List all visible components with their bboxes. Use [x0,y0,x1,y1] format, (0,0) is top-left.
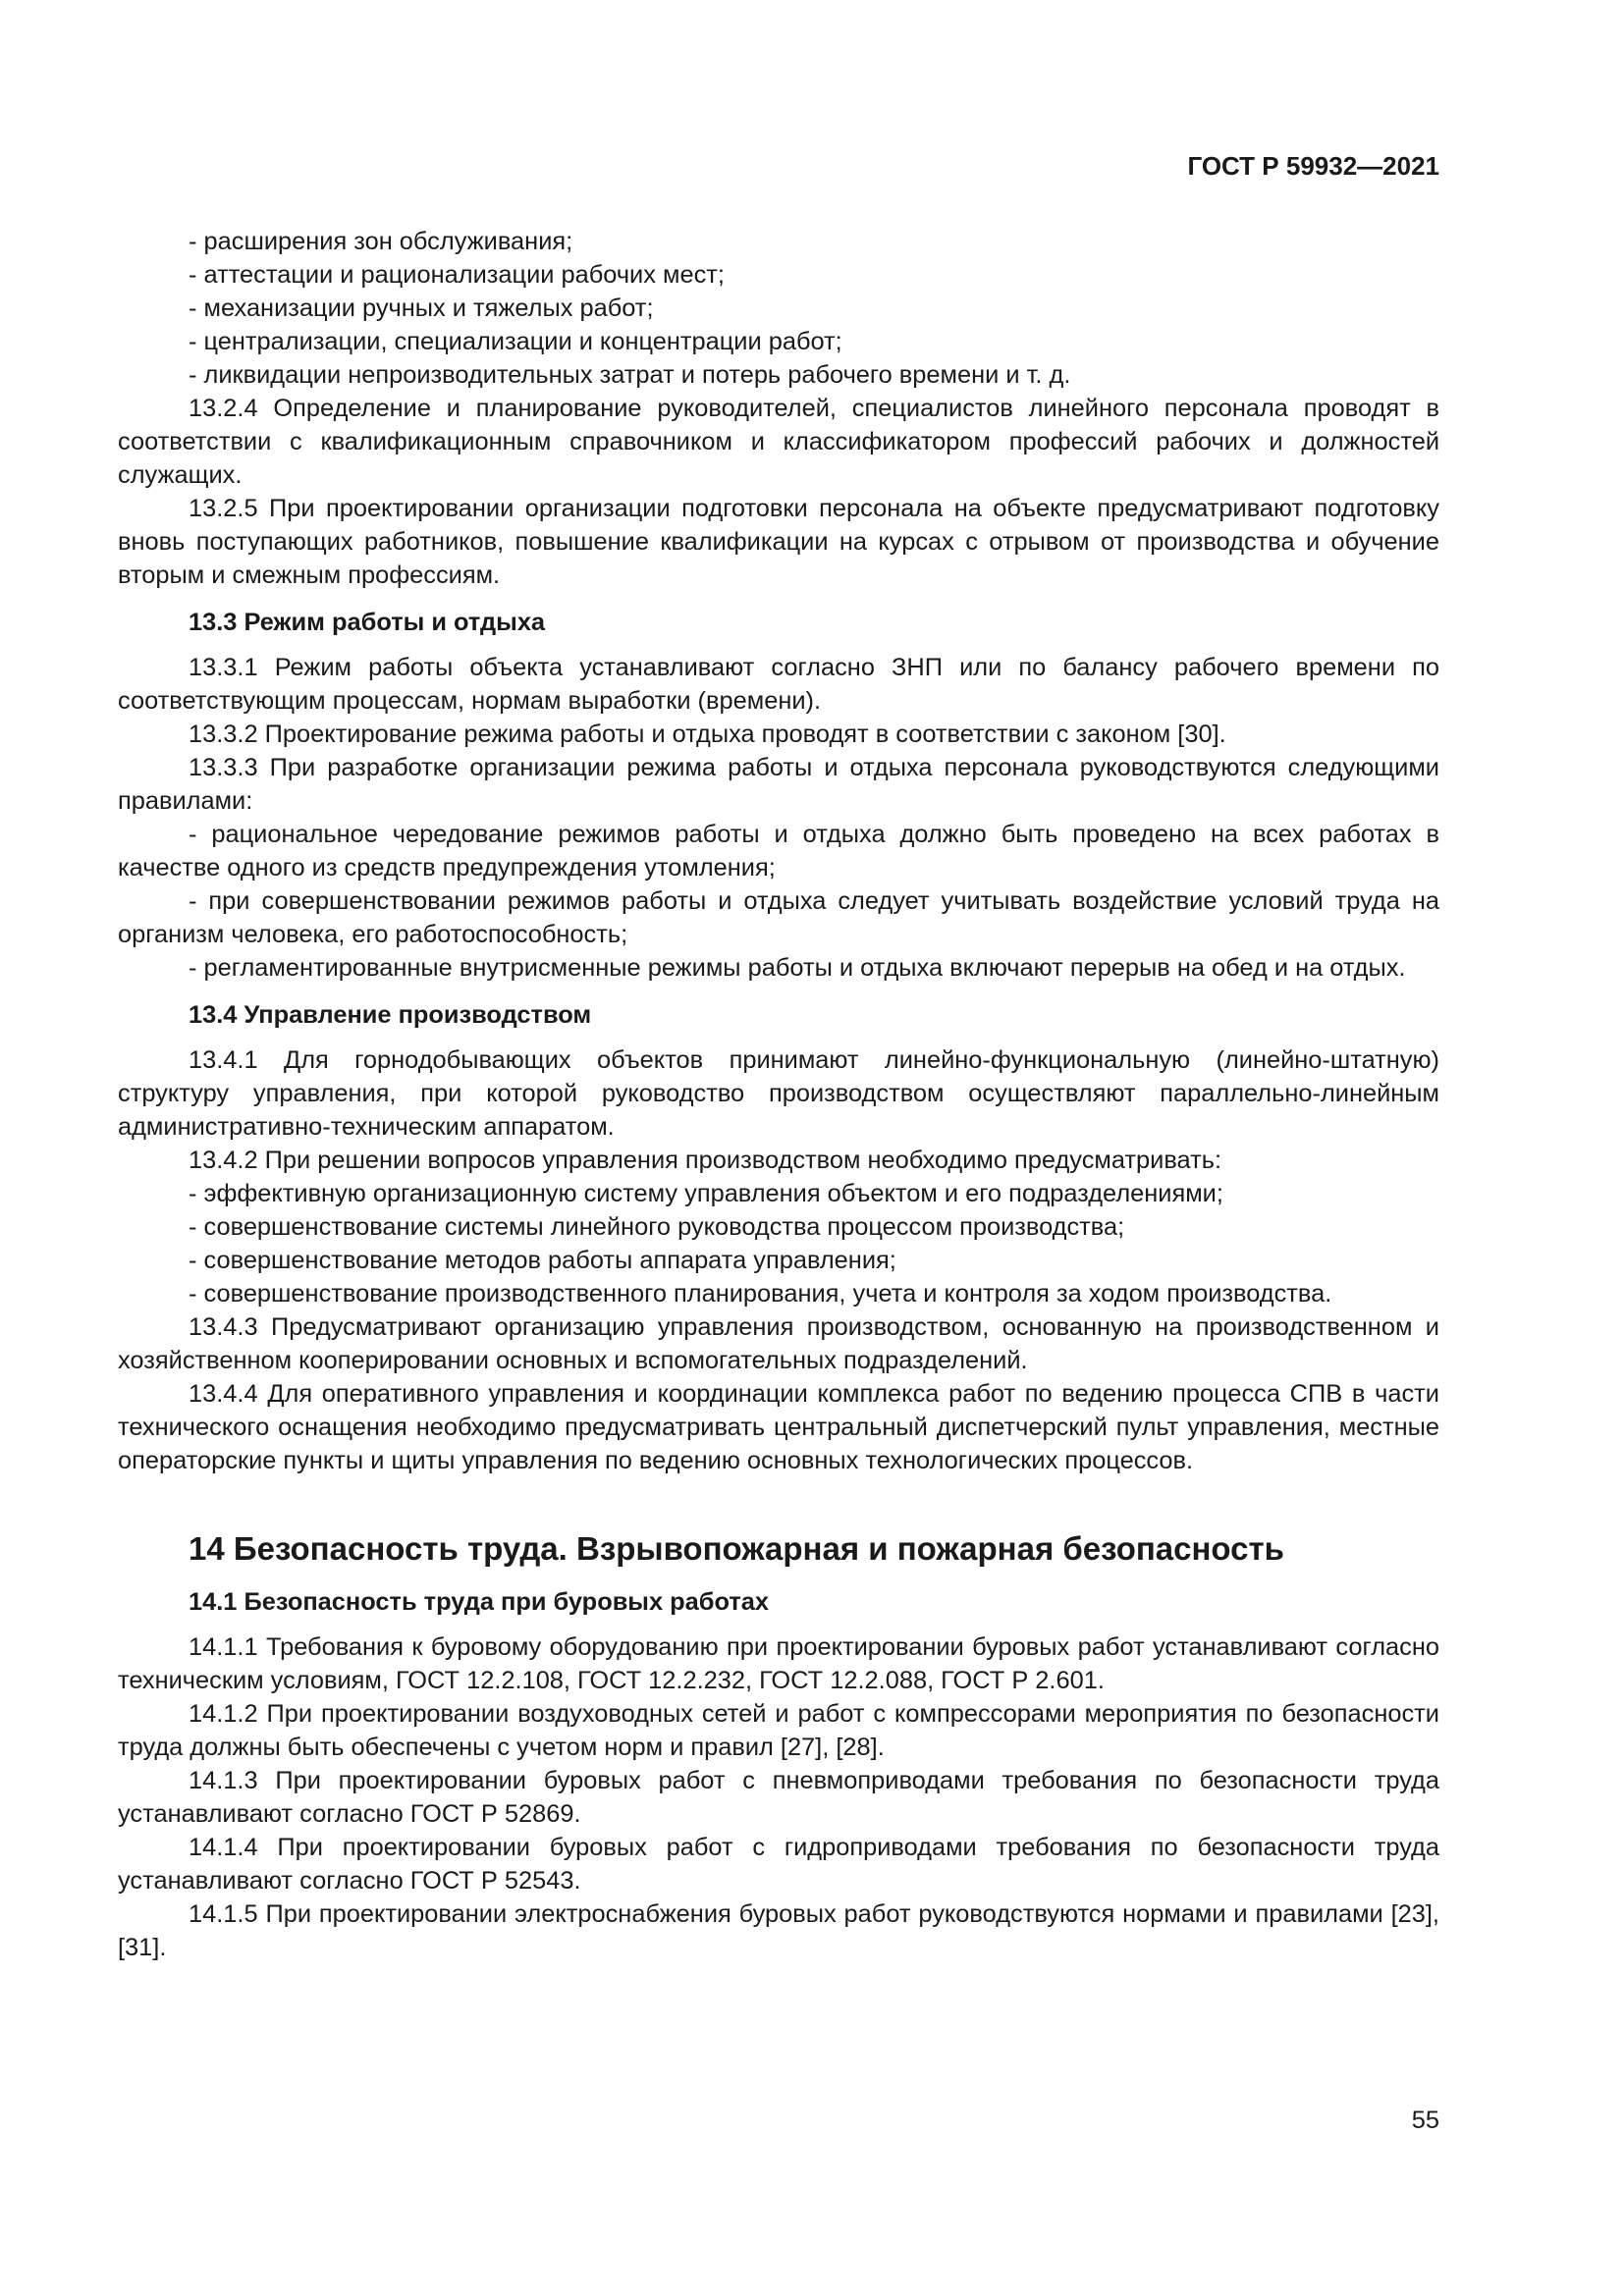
list-item: - механизации ручных и тяжелых работ; [189,294,654,322]
list-item: - при совершенствовании режимов работы и отдыха следует учитывать воздействие условий труда на организм человека, его работоспособность; [118,887,1439,948]
paragraph-13-3-2: 13.3.2 Проектирование режима работы и отдыха проводят в соответствии с законом [30]. [189,721,1226,748]
paragraph-14-1-3: 14.1.3 При проектировании буровых работ с пневмоприводами требования по безопасности труда устанавливают согласно ГОСТ Р 52869. [118,1767,1439,1828]
paragraph-13-3-1: 13.3.1 Режим работы объекта устанавливают согласно ЗНП или по балансу рабочего времени по соответствующим процессам, нормам выработки (времени). [118,654,1439,715]
paragraph-14-1-2: 14.1.2 При проектировании воздуховодных сетей и работ с компрессорами мероприятия по безопасности труда должны быть обеспечены с учетом норм и правил [27], [28]. [118,1700,1439,1761]
list-item: - совершенствование системы линейного руководства процессом производства; [189,1213,1125,1241]
paragraph-14-1-4: 14.1.4 При проектировании буровых работ с гидроприводами требования по безопасности труда устанавливают согласно ГОСТ Р 52543. [118,1834,1439,1895]
paragraph-14-1-1: 14.1.1 Требования к буровому оборудованию при проектировании буровых работ устанавливают согласно техническим условиям, ГОСТ 12.2.108, ГОСТ 12.2.232, ГОСТ 12.2.088, ГОСТ Р 2.601. [118,1633,1439,1694]
list-item: - совершенствование методов работы аппарата управления; [189,1247,896,1274]
section-heading-13-3: 13.3 Режим работы и отдыха [189,609,546,636]
page-number: 55 [1411,2107,1439,2134]
paragraph-14-1-5: 14.1.5 При проектировании электроснабжения буровых работ руководствуются нормами и правилами [23], [31]. [118,1900,1439,1961]
paragraph-13-2-5: 13.2.5 При проектировании организации подготовки персонала на объекте предусматривают подготовку вновь поступающих работников, повышение квалификации на курсах с отрывом от производства и обучение вторым и смежным профессиям. [118,495,1439,589]
paragraph-13-2-4: 13.2.4 Определение и планирование руководителей, специалистов линейного персонала проводят в соответствии с квалификационным справочником и классификатором профессий рабочих и должностей служащих. [118,395,1439,489]
paragraph-13-4-1: 13.4.1 Для горнодобывающих объектов принимают линейно-функциональную (линейно-штатную) структуру управления, при которой руководство производством осуществляют параллельно-линейным административно-техническим аппаратом. [118,1046,1439,1141]
list-item: - ликвидации непроизводительных затрат и потерь рабочего времени и т. д. [189,361,1071,389]
list-item: - совершенствование производственного планирования, учета и контроля за ходом производства. [189,1280,1332,1308]
section-heading-14-1: 14.1 Безопасность труда при буровых работах [189,1588,770,1616]
document-header: ГОСТ Р 59932—2021 [1187,151,1439,181]
chapter-heading-14: 14 Безопасность труда. Взрывопожарная и пожарная безопасность [189,1530,1284,1567]
list-item: - аттестации и рационализации рабочих мест; [189,261,725,289]
list-item: - эффективную организационную систему управления объектом и его подразделениями; [189,1180,1223,1207]
page-body [118,225,1439,1964]
list-item: - регламентированные внутрисменные режимы работы и отдыха включают перерыв на обед и на отдых. [189,954,1406,982]
paragraph-13-4-2: 13.4.2 При решении вопросов управления производством необходимо предусматривать: [189,1147,1222,1174]
paragraph-13-4-4: 13.4.4 Для оперативного управления и координации комплекса работ по ведению процесса СПВ в части технического оснащения необходимо предусматривать центральный диспетчерский пульт управления, местные операторские пункты и щиты управления по ведению основных технологических процессов. [118,1380,1439,1474]
list-item: - расширения зон обслуживания; [189,228,573,255]
list-item: - рациональное чередование режимов работы и отдыха должно быть проведено на всех работах в качестве одного из средств предупреждения утомления; [118,821,1439,881]
section-heading-13-4: 13.4 Управление производством [189,1001,592,1029]
paragraph-13-4-3: 13.4.3 Предусматривают организацию управления производством, основанную на производственном и хозяйственном кооперировании основных и вспомогательных подразделений. [118,1313,1439,1374]
list-item: - централизации, специализации и концентрации работ; [189,328,842,355]
paragraph-13-3-3: 13.3.3 При разработке организации режима работы и отдыха персонала руководствуются следующими правилами: [118,754,1439,815]
